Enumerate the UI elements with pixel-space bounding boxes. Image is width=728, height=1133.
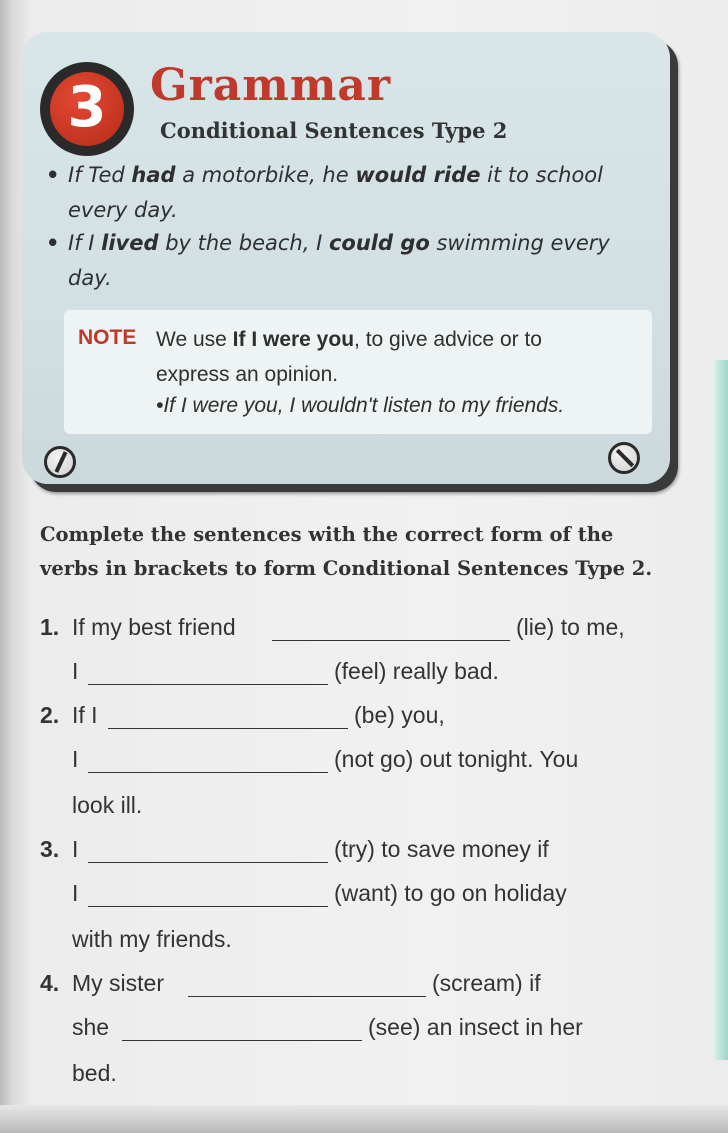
exercise-item-4-line-2: she (see) an insect in her: [72, 1014, 583, 1040]
exercise-item-4: 4. My sister (scream) if: [40, 970, 541, 996]
answer-blank[interactable]: [88, 746, 328, 773]
note-text: We use If I were you, to give advice or to express an opinion.: [156, 328, 542, 386]
answer-blank[interactable]: [108, 702, 348, 729]
note-example: •If I were you, I wouldn't listen to my friends.: [156, 394, 565, 417]
page-edge-strip: [714, 360, 728, 1060]
answer-blank[interactable]: [122, 1014, 362, 1041]
exercise-item-4-line-3: bed.: [72, 1060, 117, 1086]
exercise-item-3: 3. I (try) to save money if: [40, 836, 549, 862]
bullet: •: [46, 231, 60, 255]
exercise-instructions: Complete the sentences with the correct form of the verbs in brackets to form Conditional Sentences Type 2.: [40, 523, 653, 580]
page-bottom-edge: [0, 1105, 728, 1133]
section-number-badge: [40, 62, 134, 156]
screw-icon: [608, 442, 640, 474]
note-label: NOTE: [78, 326, 137, 349]
bullet: •: [46, 163, 60, 187]
exercise-item-2-line-3: look ill.: [72, 792, 143, 818]
answer-blank[interactable]: [188, 970, 426, 997]
exercise-item-2-line-2: I (not go) out tonight. You: [72, 746, 579, 772]
exercise-item-3-line-2: I (want) to go on holiday: [72, 880, 567, 906]
section-number: 3: [67, 75, 107, 140]
exercise-item-2: 2. If I (be) you,: [40, 702, 445, 728]
grammar-title: Grammar: [150, 60, 392, 111]
exercise-item-1-line-2: I (feel) really bad.: [72, 658, 499, 684]
answer-blank[interactable]: [272, 614, 510, 641]
example-1: • If Ted had a motorbike, he would ride it to school every day.: [46, 158, 626, 228]
grammar-subtitle: Conditional Sentences Type 2: [160, 118, 508, 143]
exercise-item-1: 1. If my best friend (lie) to me,: [40, 614, 625, 640]
exercise-item-3-line-3: with my friends.: [72, 926, 232, 952]
answer-blank[interactable]: [88, 658, 328, 685]
answer-blank[interactable]: [88, 836, 328, 863]
screw-icon: [44, 446, 76, 478]
example-2: • If I lived by the beach, I could go swimming every day.: [46, 226, 626, 296]
answer-blank[interactable]: [88, 880, 328, 907]
